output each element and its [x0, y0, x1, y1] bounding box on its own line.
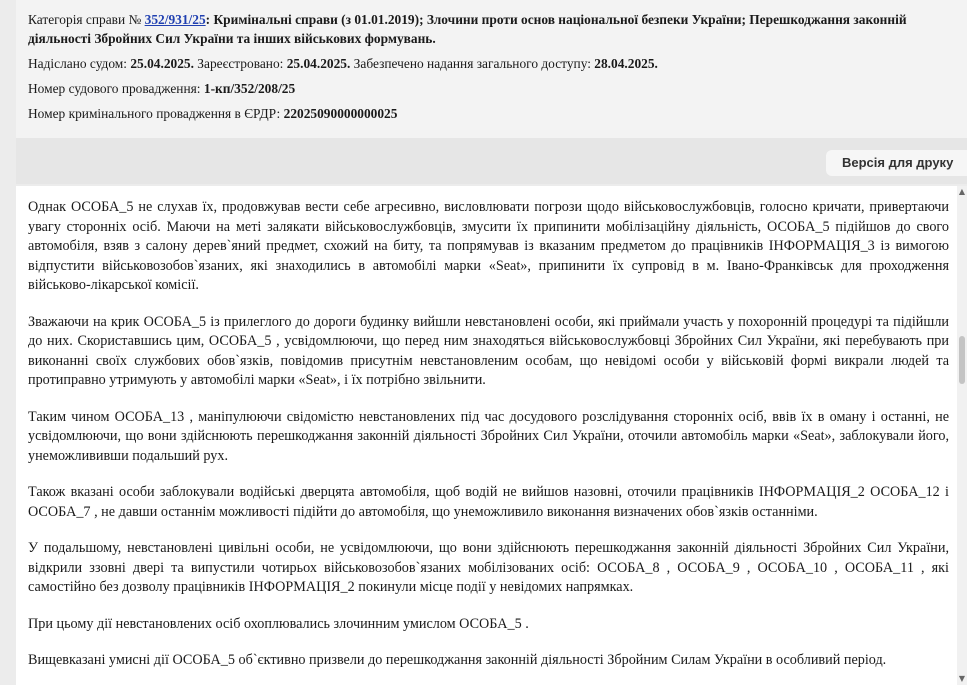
document-paragraph: Також вказані особи заблокували водійські дверцята автомобіля, щоб водій не вийшов назовні, оточили працівників ІНФОРМАЦІЯ_2 ОСОБА_12 і ОСОБА_7 , не давши останнім можливості підійти до автомобіля, що унеможливило виконання визначених обов`язків останніми.: [28, 484, 949, 520]
sent-date: 25.04.2025.: [130, 56, 194, 71]
registered-date: 25.04.2025.: [286, 56, 351, 71]
document-paragraph: Зважаючи на крик ОСОБА_5 із прилеглого до дороги будинку вийшли невстановлені особи, які приймали участь у похоронній процедурі та підійшли до них. Скориставшись цим, ОСОБА_5 , усвідомлюючи, що перед ним знаходяться військовослужбовці Збройних Сил України, які перебувають при виконанні своїх службових обов`язків, повідомив присутнім невстановленим особам, що невідомі особи у військовій формі викрали людей та протиправно утримують у автомобілі марки «Seat», і їх потрібно звільнити.: [28, 313, 949, 388]
case-number-link[interactable]: 352/931/25: [144, 12, 206, 27]
category-label: Категорія справи №: [28, 12, 145, 27]
document-paragraph: Однак ОСОБА_5 не слухав їх, продовжував вести себе агресивно, висловлювати погрози щодо військовослужбовців, голосно кричати, привертаючи увагу сторонніх осіб. Маючи на меті залякати військовослужбовців, змусити їх припинити мобілізаційну діяльність, ОСОБА_5 підійшов до свого автомобіля, взяв з салону дерев`яний предмет, схожий на биту, та попрямував із вказаним предметом до працівників ІНФОРМАЦІЯ_3 із вимогою відпустити військовозобов`язаних, які знаходились в автомобілі марки «Seat», припинити їх супровід в м. Івано-Франківськ для проходження військово-лікарської комісії.: [28, 199, 949, 293]
scroll-up-arrow-icon[interactable]: ▲: [958, 187, 966, 196]
case-category-line: [28, 10, 955, 48]
document-paragraph: Таким чином ОСОБА_13 , маніпулюючи свідомістю невстановлених під час досудового розслідування сторонніх осіб, ввів їх в оману і останні, не усвідомлюючи, що вони здійснюють перешкоджання законній діяльності Збройних Сил України, оточили автомобіль марки «Seat», заблокували його, унеможлививши подальший рух.: [28, 408, 949, 464]
document-scrollbar[interactable]: [957, 186, 967, 685]
proceeding-number: 1-кп/352/208/25: [203, 81, 296, 96]
access-label: Забезпечено надання загального доступу:: [350, 56, 595, 71]
scrollbar-thumb[interactable]: [959, 336, 965, 384]
sent-label: Надіслано судом:: [28, 56, 131, 71]
registered-label: Зареєстровано:: [193, 56, 287, 71]
erdr-number: 22025090000000025: [283, 106, 398, 121]
document-text: [16, 186, 957, 671]
document-paragraph: У подальшому, невстановлені цивільні особи, не усвідомлюючи, що вони здійснюють перешкоджання законній діяльності Збройних Сил України, відкрили ззовні двері та випустили чотирьох військовозобов`язаних мобілізованих осіб: ОСОБА_8 , ОСОБА_9 , ОСОБА_10 , ОСОБА_11 , які самостійно без дозволу працівників ІНФОРМАЦІЯ_2 покинули місце події у невідомих напрямках.: [28, 540, 949, 595]
print-toolbar: [16, 138, 967, 184]
proceeding-label: Номер судового провадження:: [28, 81, 204, 96]
category-value: : Кримінальні справи (з 01.01.2019); Злочини проти основ національної безпеки України; Перешкоджання законній діяльності Збройних Сил України та інших військових формувань.: [28, 12, 907, 46]
dates-line: [28, 54, 955, 73]
case-info-panel: [16, 0, 967, 138]
erdr-number-line: [28, 104, 955, 123]
proceeding-number-line: [28, 79, 955, 98]
erdr-label: Номер кримінального провадження в ЄРДР:: [28, 106, 284, 121]
document-paragraph: Вищевказані умисні дії ОСОБА_5 об`єктивно призвели до перешкоджання законній діяльності Збройним Силам України в особливий період.: [28, 652, 887, 668]
access-date: 28.04.2025.: [594, 56, 658, 71]
document-frame: [16, 186, 957, 685]
print-version-button[interactable]: Версія для друку: [826, 150, 967, 176]
document-paragraph: При цьому дії невстановлених осіб охоплювались злочинним умислом ОСОБА_5 .: [28, 615, 529, 632]
scroll-down-arrow-icon[interactable]: ▼: [958, 674, 966, 683]
